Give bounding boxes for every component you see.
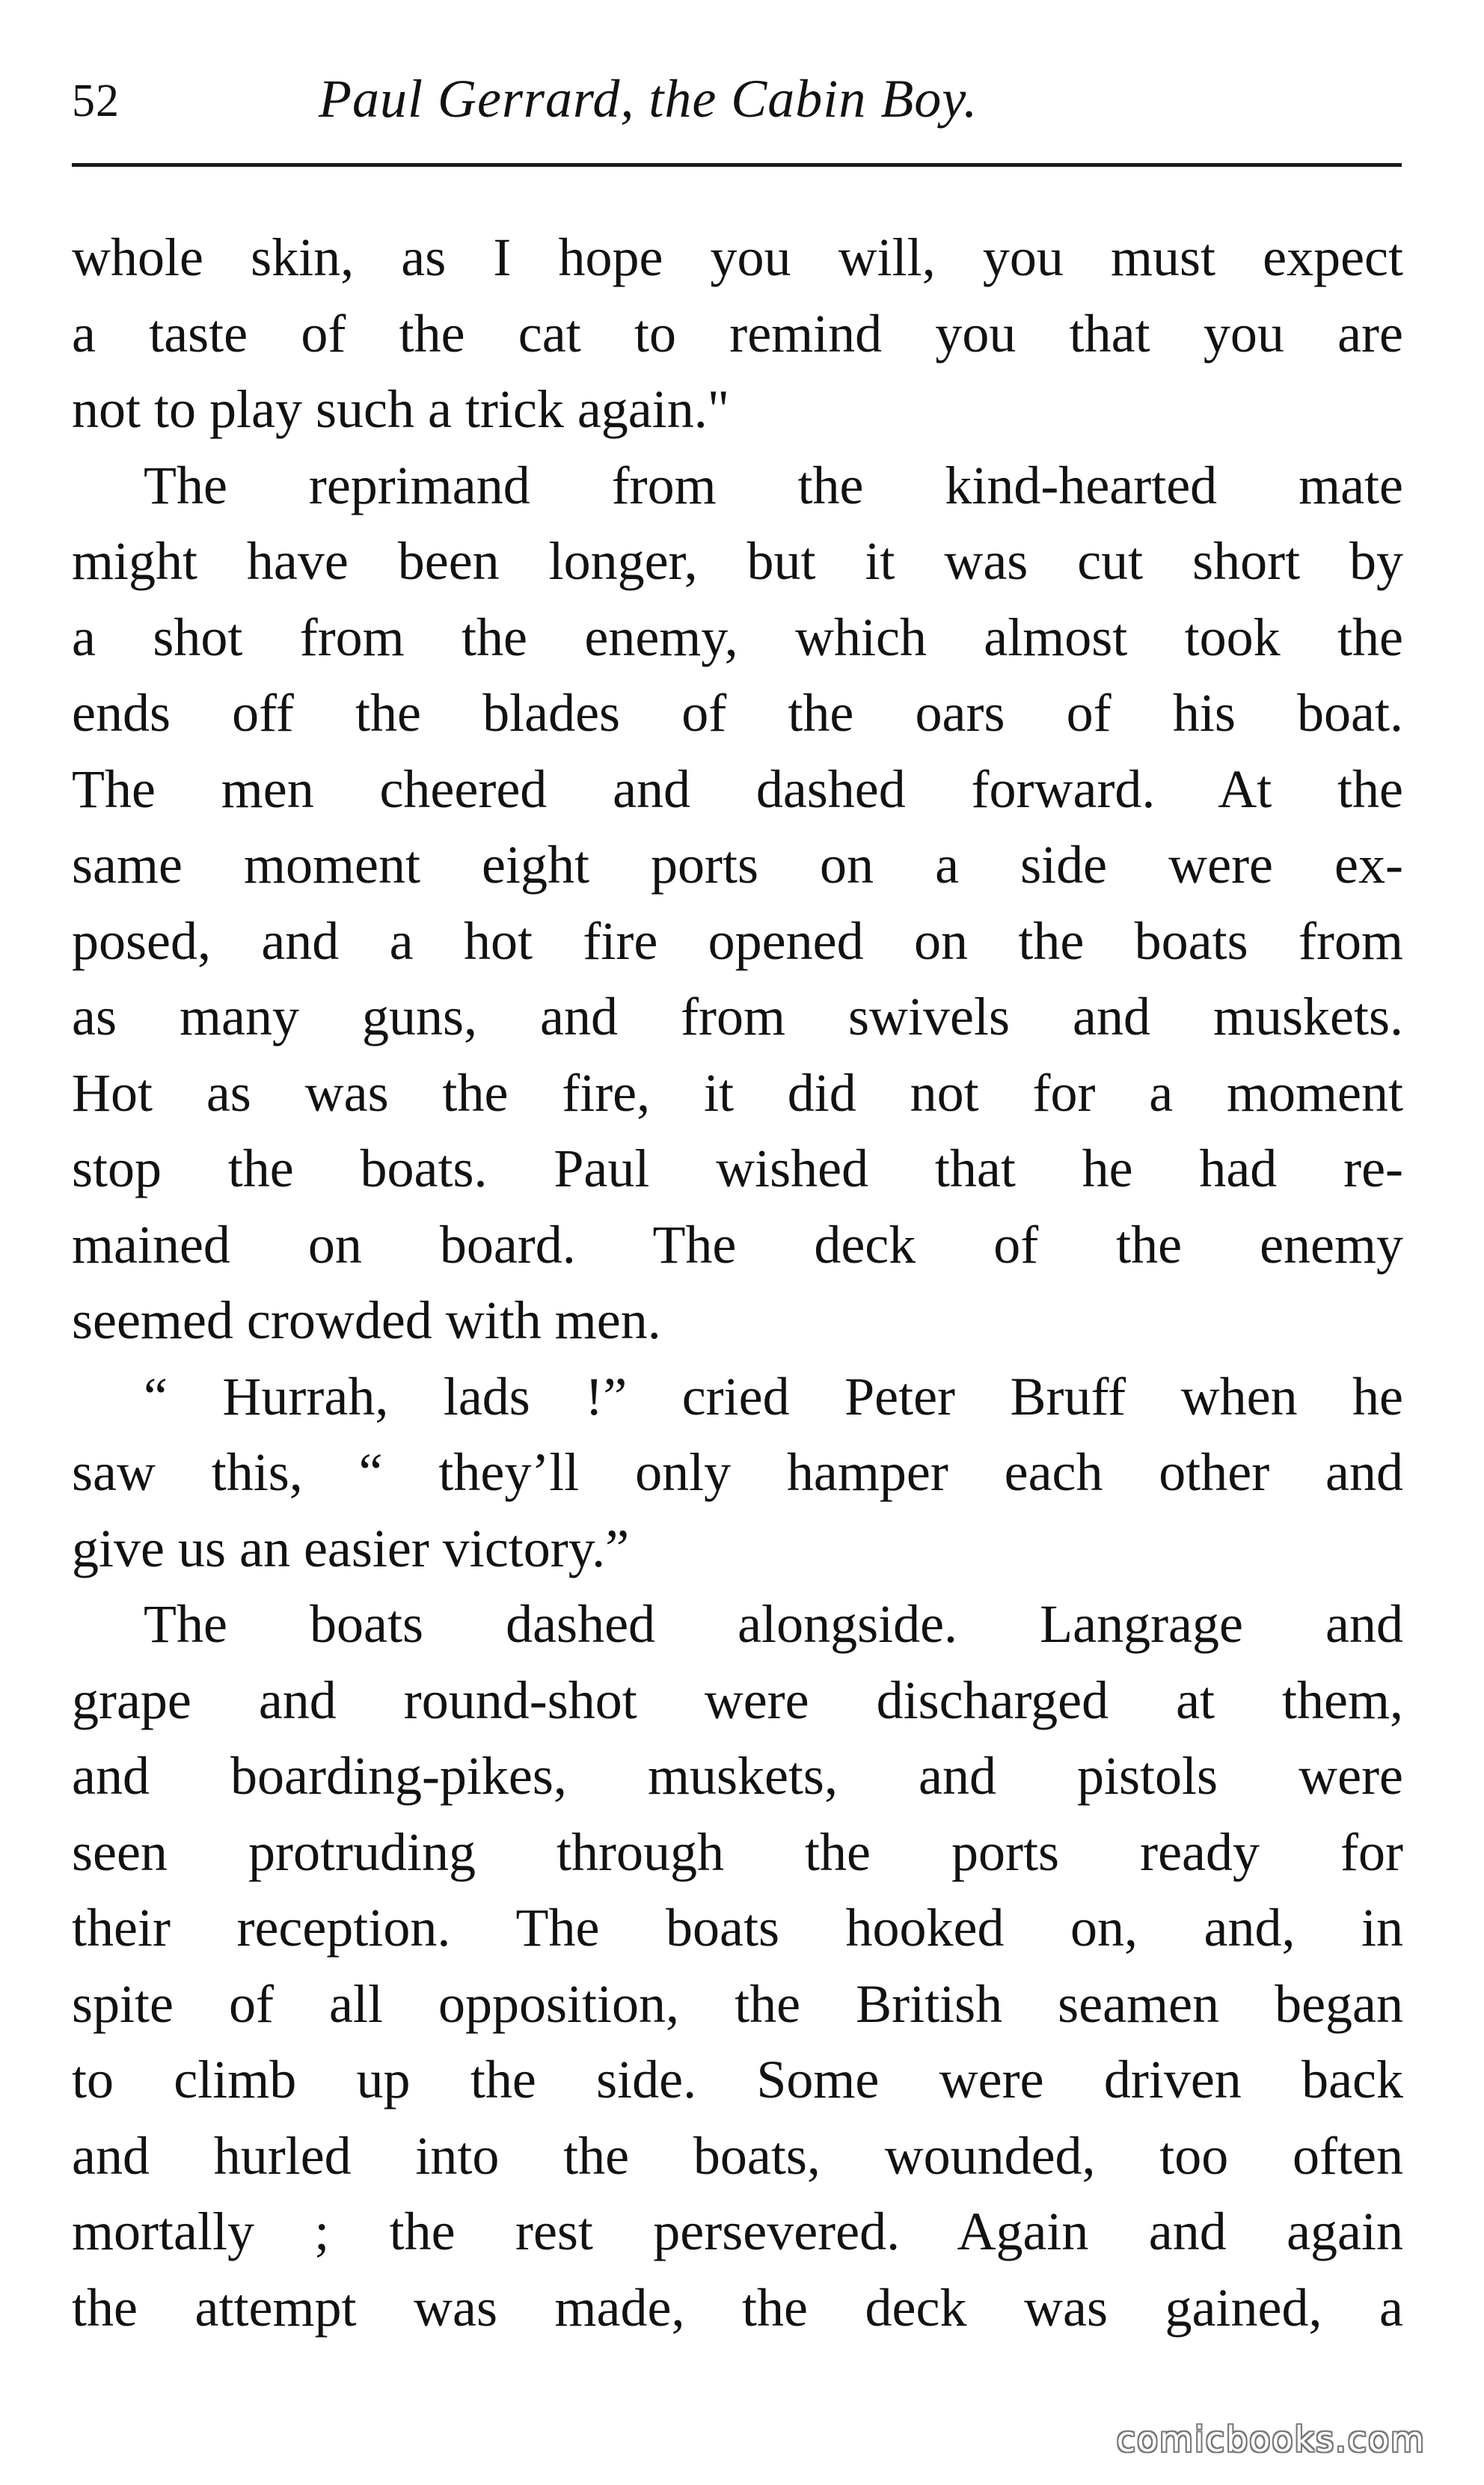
text-line: and boarding-pikes, muskets, and pistols were [72,1746,1403,1806]
watermark: comicbooks.com [1116,2419,1426,2460]
text-line: a taste of the cat to remind you that you are [72,303,1403,364]
text-line: ends off the blades of the oars of his boat. [72,683,1403,743]
text-line: “ Hurrah, lads !” cried Peter Bruff when he [144,1366,1403,1427]
text-line: spite of all opposition, the British seamen began [72,1973,1403,2034]
text-line: Hot as was the fire, it did not for a moment [72,1062,1403,1123]
text-line: and hurled into the boats, wounded, too often [72,2125,1403,2186]
text-line: mortally ; the rest persevered. Again and again [72,2201,1403,2261]
body-text [72,220,1403,2346]
running-title: Paul Gerrard, the Cabin Boy. [319,69,978,129]
text-line: posed, and a hot fire opened on the boats from [72,910,1403,971]
text-line: might have been longer, but it was cut short by [72,531,1403,591]
text-line: not to play such a trick again." [72,379,730,439]
header-rule [72,163,1402,167]
text-line: give us an easier victory.” [72,1518,630,1578]
text-line: as many guns, and from swivels and muskets. [72,987,1403,1047]
text-line: the attempt was made, the deck was gained, a [72,2277,1403,2338]
text-line: whole skin, as I hope you will, you must expect [72,227,1403,287]
text-line: The reprimand from the kind-hearted mate [144,455,1403,515]
page-header [72,64,1411,154]
text-line: their reception. The boats hooked on, and, in [72,1898,1403,1958]
text-line: a shot from the enemy, which almost took the [72,607,1403,667]
text-line: stop the boats. Paul wished that he had re- [72,1139,1403,1198]
page-number: 52 [72,76,120,126]
text-line: The men cheered and dashed forward. At the [72,759,1403,819]
text-line: seen protruding through the ports ready for [72,1821,1403,1882]
text-line: seemed crowded with men. [72,1290,661,1350]
text-line: to climb up the side. Some were driven back [72,2050,1403,2109]
text-line: grape and round-shot were discharged at them, [72,1670,1403,1730]
text-line: same moment eight ports on a side were ex- [72,835,1403,895]
text-line: The boats dashed alongside. Langrage and [144,1594,1403,1654]
text-line: mained on board. The deck of the enemy [72,1214,1403,1275]
text-line: saw this, “ they’ll only hamper each other and [72,1442,1403,1502]
